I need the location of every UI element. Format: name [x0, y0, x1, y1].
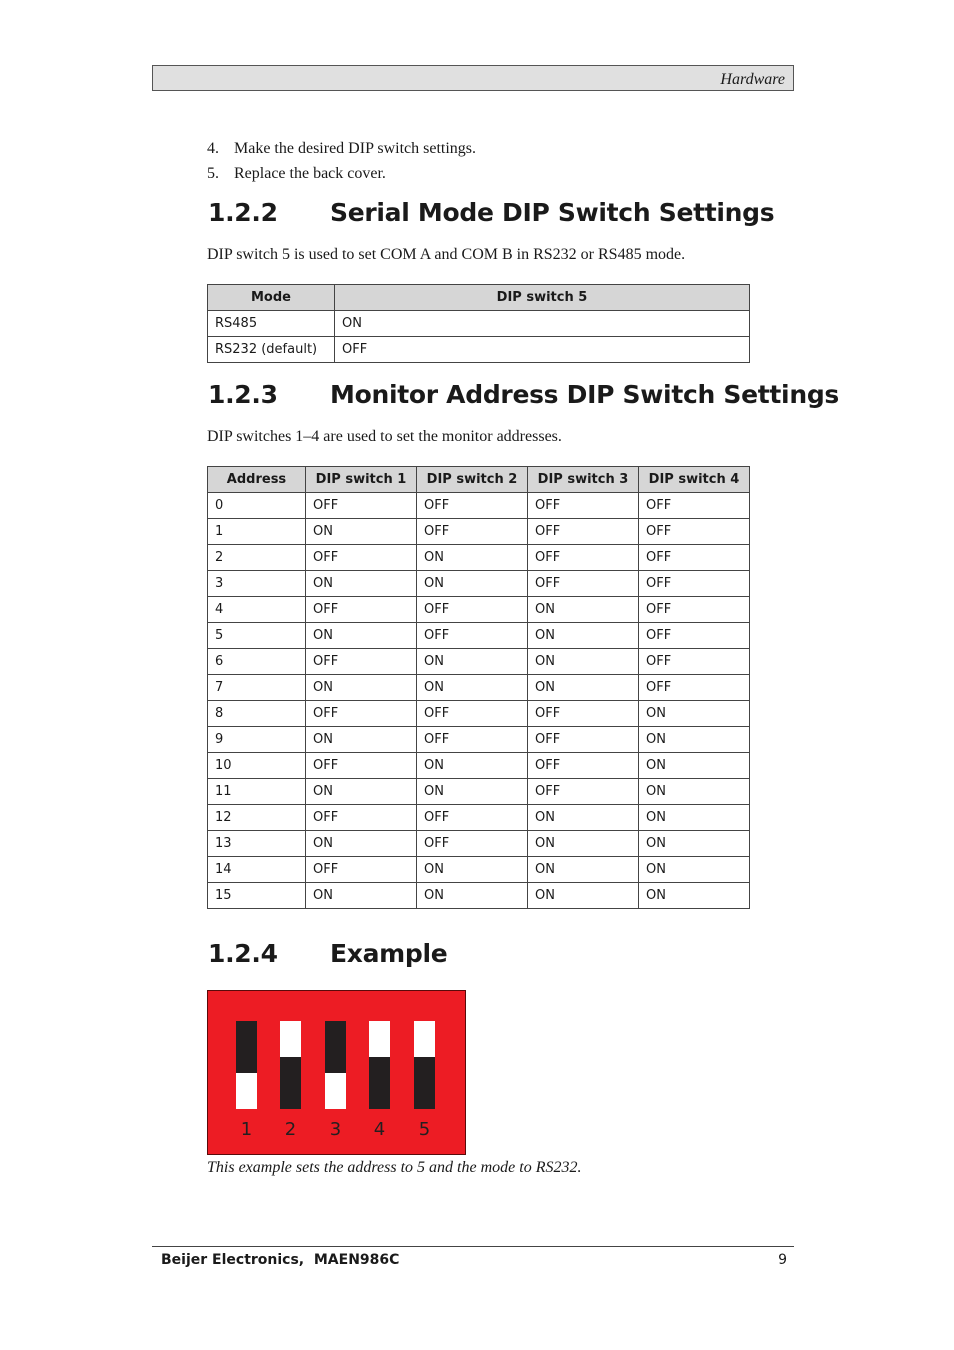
table-header-row — [208, 467, 750, 493]
dip-switch-knob — [236, 1021, 257, 1073]
table-row — [208, 701, 750, 727]
page-number: 9 — [778, 1252, 787, 1268]
table-row — [208, 649, 750, 675]
table-cell: ON — [417, 779, 528, 805]
section-heading-example — [208, 939, 447, 968]
section-number: 1.2.4 — [208, 939, 278, 968]
serial-mode-table — [207, 284, 750, 363]
table-cell: ON — [417, 753, 528, 779]
column-header: Address — [208, 467, 306, 493]
table-row — [208, 753, 750, 779]
section-number: 1.2.2 — [208, 198, 278, 227]
column-header: DIP switch 2 — [417, 467, 528, 493]
monitor-address-table — [207, 466, 750, 909]
table-cell: OFF — [306, 753, 417, 779]
table-cell: 10 — [208, 753, 306, 779]
table-row — [208, 857, 750, 883]
table-cell: 1 — [208, 519, 306, 545]
dip-switch-4 — [369, 1021, 390, 1109]
dip-switch-knob — [325, 1021, 346, 1073]
column-header: DIP switch 5 — [335, 285, 750, 311]
table-row — [208, 831, 750, 857]
column-header: DIP switch 4 — [639, 467, 750, 493]
section-title: Example — [330, 939, 448, 968]
section-title: Monitor Address DIP Switch Settings — [330, 380, 839, 409]
table-row — [208, 623, 750, 649]
table-cell: OFF — [417, 519, 528, 545]
table-row — [208, 597, 750, 623]
table-cell: OFF — [306, 493, 417, 519]
table-cell: 2 — [208, 545, 306, 571]
table-cell: 12 — [208, 805, 306, 831]
column-header: DIP switch 1 — [306, 467, 417, 493]
step-list — [207, 136, 476, 186]
table-cell: 6 — [208, 649, 306, 675]
table-row — [208, 675, 750, 701]
table-cell: OFF — [306, 857, 417, 883]
dip-switch-knob — [369, 1057, 390, 1109]
table-cell: OFF — [417, 493, 528, 519]
table-row — [208, 545, 750, 571]
table-cell: OFF — [528, 779, 639, 805]
dip-switch-1 — [236, 1021, 257, 1109]
table-cell: 14 — [208, 857, 306, 883]
table-cell: ON — [306, 571, 417, 597]
dip-switch-knob — [414, 1057, 435, 1109]
dip-switch-label: 4 — [373, 1119, 386, 1140]
table-cell: OFF — [639, 493, 750, 519]
table-row — [208, 571, 750, 597]
table-cell: 5 — [208, 623, 306, 649]
table-cell: OFF — [417, 805, 528, 831]
step-number: 4. — [207, 140, 219, 157]
table-cell: 0 — [208, 493, 306, 519]
table-cell: ON — [639, 753, 750, 779]
section-title: Serial Mode DIP Switch Settings — [330, 198, 775, 227]
table-header-row — [208, 285, 750, 311]
step-text: Make the desired DIP switch settings. — [234, 140, 477, 157]
dip-switch-label: 1 — [240, 1119, 253, 1140]
table-cell: OFF — [528, 493, 639, 519]
table-cell: 9 — [208, 727, 306, 753]
dip-switch-label: 5 — [418, 1119, 431, 1140]
table-cell: OFF — [306, 597, 417, 623]
table-row — [208, 727, 750, 753]
table-cell: OFF — [639, 519, 750, 545]
table-row — [208, 883, 750, 909]
table-cell: OFF — [417, 623, 528, 649]
table-cell: ON — [639, 727, 750, 753]
table-cell: OFF — [306, 805, 417, 831]
table-cell: ON — [306, 623, 417, 649]
serial-description: DIP switch 5 is used to set COM A and COM B in RS232 or RS485 mode. — [207, 246, 686, 263]
table-cell: RS485 — [208, 311, 335, 337]
table-cell: ON — [417, 649, 528, 675]
section-number: 1.2.3 — [208, 380, 278, 409]
table-cell: OFF — [417, 831, 528, 857]
table-cell: ON — [528, 623, 639, 649]
table-cell: ON — [528, 675, 639, 701]
table-cell: 7 — [208, 675, 306, 701]
table-cell: ON — [639, 831, 750, 857]
table-cell: OFF — [417, 597, 528, 623]
table-cell: RS232 (default) — [208, 337, 335, 363]
table-cell: ON — [639, 883, 750, 909]
table-cell: OFF — [639, 649, 750, 675]
footer-divider — [152, 1246, 794, 1247]
table-cell: ON — [639, 805, 750, 831]
table-row — [208, 311, 750, 337]
table-cell: ON — [417, 675, 528, 701]
table-cell: OFF — [528, 571, 639, 597]
table-cell: 4 — [208, 597, 306, 623]
table-cell: ON — [528, 597, 639, 623]
table-cell: 11 — [208, 779, 306, 805]
table-cell: OFF — [306, 649, 417, 675]
table-cell: OFF — [335, 337, 750, 363]
table-cell: ON — [417, 571, 528, 597]
dip-switch-knob — [280, 1057, 301, 1109]
table-cell: OFF — [639, 623, 750, 649]
monitor-description: DIP switches 1–4 are used to set the monitor addresses. — [207, 428, 562, 445]
table-cell: ON — [306, 519, 417, 545]
dip-switch-illustration — [207, 990, 466, 1155]
table-cell: ON — [306, 675, 417, 701]
table-row — [208, 779, 750, 805]
table-cell: OFF — [639, 571, 750, 597]
table-cell: ON — [417, 857, 528, 883]
table-row — [208, 519, 750, 545]
example-caption: This example sets the address to 5 and the mode to RS232. — [207, 1159, 582, 1176]
table-cell: ON — [639, 701, 750, 727]
table-row — [208, 805, 750, 831]
table-row — [208, 337, 750, 363]
header-section-title: Hardware — [720, 71, 785, 88]
table-cell: ON — [306, 883, 417, 909]
table-cell: 13 — [208, 831, 306, 857]
table-cell: ON — [639, 857, 750, 883]
table-cell: ON — [528, 857, 639, 883]
step-number: 5. — [207, 165, 219, 182]
column-header: Mode — [208, 285, 335, 311]
table-cell: ON — [639, 779, 750, 805]
table-cell: OFF — [639, 675, 750, 701]
table-cell: OFF — [417, 701, 528, 727]
table-cell: ON — [306, 779, 417, 805]
table-cell: OFF — [528, 701, 639, 727]
table-cell: OFF — [528, 753, 639, 779]
list-item — [207, 136, 476, 161]
table-cell: OFF — [528, 545, 639, 571]
table-cell: ON — [528, 649, 639, 675]
table-cell: ON — [335, 311, 750, 337]
table-cell: OFF — [528, 519, 639, 545]
footer-company-document: Beijer Electronics, MAEN986C — [161, 1252, 400, 1268]
table-cell: ON — [306, 727, 417, 753]
page-header — [152, 65, 794, 91]
list-item — [207, 161, 476, 186]
table-cell: ON — [528, 883, 639, 909]
section-heading-monitor-address — [208, 380, 839, 409]
table-cell: ON — [528, 831, 639, 857]
table-cell: OFF — [528, 727, 639, 753]
table-cell: ON — [306, 831, 417, 857]
table-cell: ON — [417, 545, 528, 571]
table-cell: 15 — [208, 883, 306, 909]
dip-switch-label: 3 — [329, 1119, 342, 1140]
table-cell: OFF — [306, 545, 417, 571]
dip-switch-label: 2 — [284, 1119, 297, 1140]
dip-switch-2 — [280, 1021, 301, 1109]
table-cell: 8 — [208, 701, 306, 727]
table-cell: 3 — [208, 571, 306, 597]
table-cell: OFF — [306, 701, 417, 727]
table-cell: OFF — [417, 727, 528, 753]
column-header: DIP switch 3 — [528, 467, 639, 493]
step-text: Replace the back cover. — [234, 165, 386, 182]
table-cell: OFF — [639, 597, 750, 623]
dip-switch-3 — [325, 1021, 346, 1109]
table-cell: OFF — [639, 545, 750, 571]
table-cell: ON — [528, 805, 639, 831]
section-heading-serial-mode — [208, 198, 774, 227]
table-row — [208, 493, 750, 519]
table-cell: ON — [417, 883, 528, 909]
dip-switch-5 — [414, 1021, 435, 1109]
